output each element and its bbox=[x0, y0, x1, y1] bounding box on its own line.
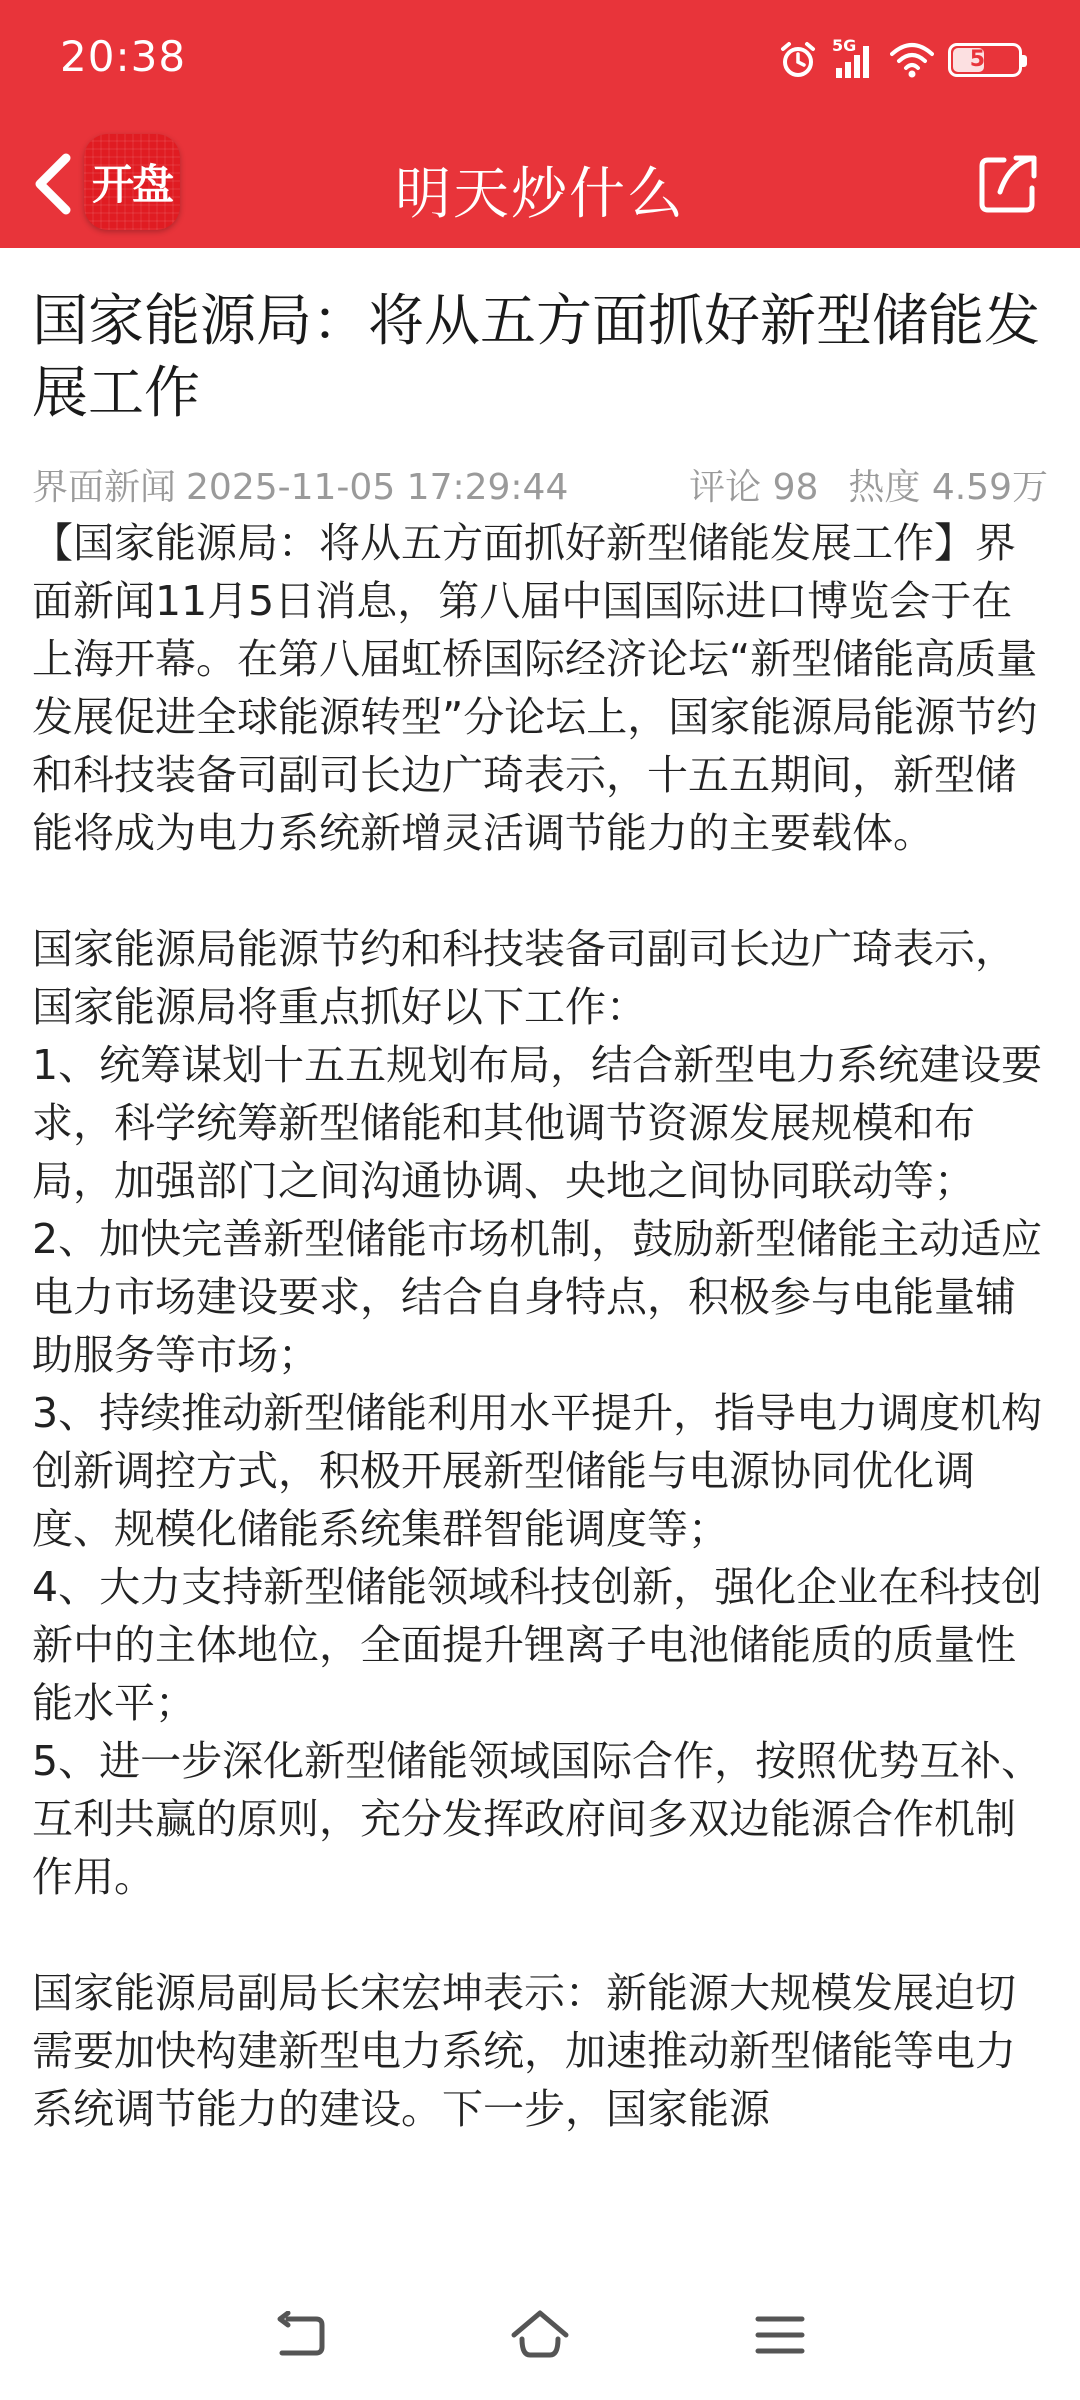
alarm-icon bbox=[778, 40, 818, 80]
paragraph-spacer bbox=[32, 862, 1048, 920]
status-bar bbox=[0, 0, 1080, 120]
nav-back-button[interactable] bbox=[260, 2300, 340, 2370]
battery-icon bbox=[948, 43, 1022, 77]
nav-menu-button[interactable] bbox=[740, 2300, 820, 2370]
article-paragraph: 3、持续推动新型储能利用水平提升，指导电力调度机构创新调控方式，积极开展新型储能与电源协同优化调度、规模化储能系统集群智能调度等； bbox=[32, 1389, 1043, 1553]
status-icons bbox=[778, 38, 1022, 82]
paragraph-spacer bbox=[32, 1906, 1048, 1964]
nav-home-icon bbox=[510, 2309, 570, 2361]
article-paragraph: 1、统筹谋划十五五规划布局，结合新型电力系统建设要求，科学统筹新型储能和其他调节资源发展规模和布局，加强部门之间沟通协调、央地之间协同联动等； bbox=[32, 1041, 1043, 1205]
app-logo[interactable] bbox=[84, 134, 180, 230]
comments-count[interactable]: 评论 98 bbox=[689, 466, 819, 508]
article-body bbox=[32, 514, 1048, 2138]
article-meta-left bbox=[32, 459, 568, 510]
article-paragraph: 4、大力支持新型储能领域科技创新，强化企业在科技创新中的主体地位，全面提升锂离子电池储能质的质量性能水平； bbox=[32, 1563, 1043, 1727]
article-source[interactable]: 界面新闻 bbox=[32, 466, 177, 508]
battery-level: 51 bbox=[969, 47, 1001, 72]
back-arrow-icon bbox=[30, 152, 74, 216]
article-meta bbox=[32, 460, 1048, 508]
app-logo-text: 开盘 bbox=[91, 160, 172, 209]
share-button[interactable] bbox=[972, 148, 1044, 220]
article-title: 国家能源局：将从五方面抓好新型储能发展工作 bbox=[32, 289, 1040, 426]
back-button[interactable] bbox=[22, 146, 82, 222]
network-label: 5G bbox=[832, 36, 857, 55]
article-paragraph: 5、进一步深化新型储能领域国际合作，按照优势互补、互利共赢的原则，充分发挥政府间多双边能源合作机制作用。 bbox=[32, 1737, 1043, 1901]
signal-icon bbox=[832, 36, 876, 80]
article-meta-right bbox=[689, 459, 1048, 510]
article-paragraph: 【国家能源局：将从五方面抓好新型储能发展工作】界面新闻11月5日消息，第八届中国国际进口博览会于在上海开幕。在第八届虹桥国际经济论坛“新型储能高质量发展促进全球能源转型”分论坛上，国家能源局能源节约和科技装备司副司长边广琦表示，十五五期间，新型储能将成为电力系统新增灵活调节能力的主要载体。 bbox=[32, 519, 1038, 857]
share-icon bbox=[976, 152, 1040, 216]
article-paragraph: 国家能源局副局长宋宏坤表示：新能源大规模发展迫切需要加快构建新型电力系统，加速推动新型储能等电力系统调节能力的建设。下一步，国家能源 bbox=[32, 1969, 1016, 2133]
article-paragraph: 国家能源局能源节约和科技装备司副司长边广琦表示，国家能源局将重点抓好以下工作： bbox=[32, 925, 1016, 1031]
nav-menu-icon bbox=[754, 2313, 806, 2357]
app-header bbox=[0, 120, 1080, 248]
wifi-icon bbox=[890, 42, 934, 78]
status-time: 20:38 bbox=[60, 32, 187, 81]
article bbox=[32, 248, 1048, 2138]
article-datetime: 2025-11-05 17:29:44 bbox=[186, 466, 569, 508]
nav-home-button[interactable] bbox=[500, 2300, 580, 2370]
nav-back-icon bbox=[272, 2311, 328, 2359]
heat-count: 热度 4.59万 bbox=[848, 466, 1048, 508]
article-paragraph: 2、加快完善新型储能市场机制，鼓励新型储能主动适应电力市场建设要求，结合自身特点，积极参与电能量辅助服务等市场； bbox=[32, 1215, 1043, 1379]
page-title: 明天炒什么 bbox=[395, 162, 685, 227]
system-nav-bar bbox=[0, 2270, 1080, 2400]
